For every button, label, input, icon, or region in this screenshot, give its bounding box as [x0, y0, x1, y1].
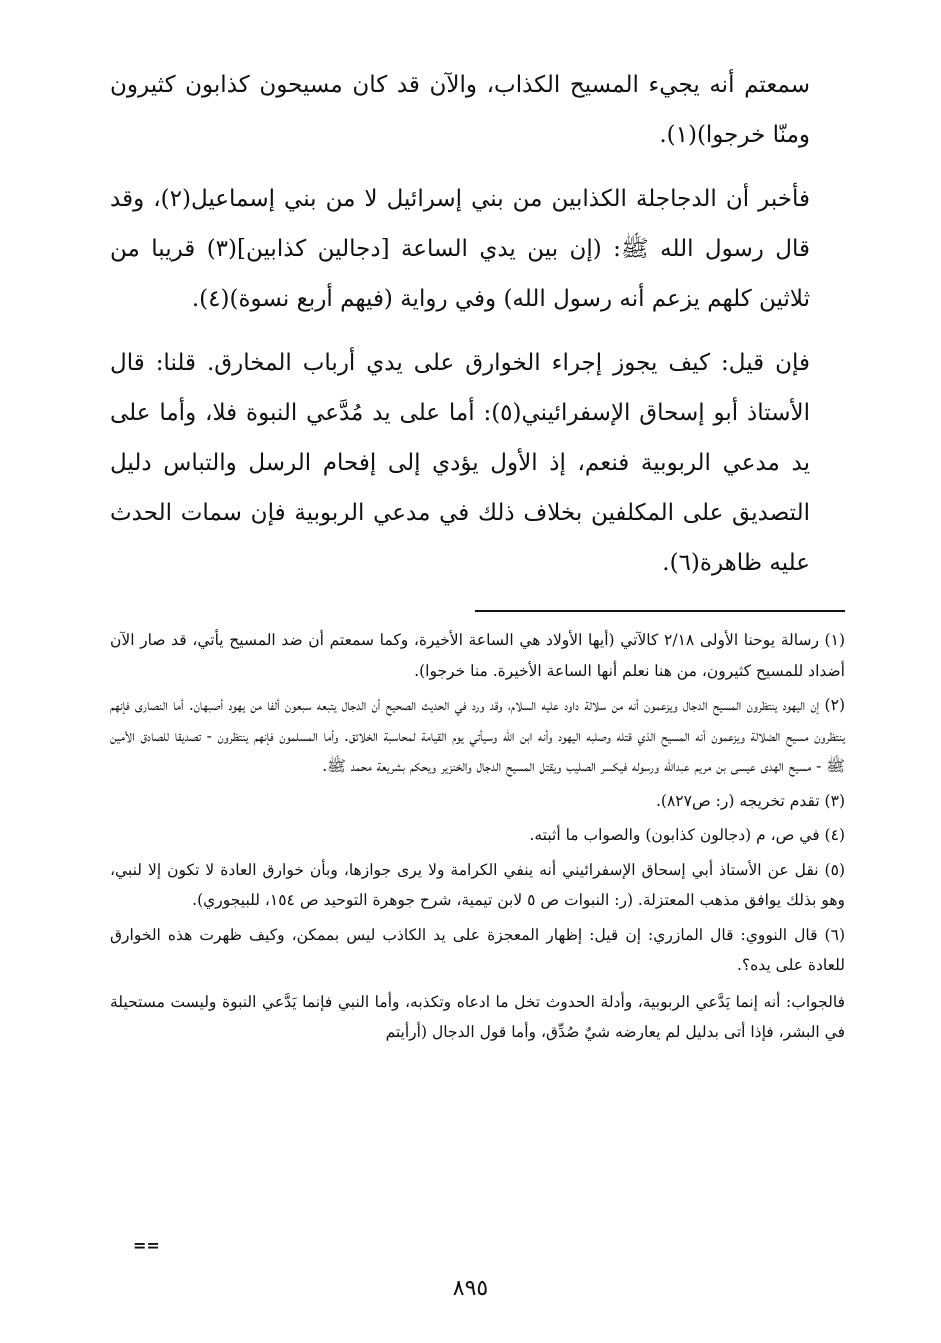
footnote-continuation: فالجواب: أنه إنما يَدَّعي الربوبية، وأدلة الحدوث تخل ما ادعاه وتكذبه، وأما النبي فإنما يَدَّعي النبوة وليست مستحيلة في البشر، فإذا أتى بدليل لم يعارضه شيٌ صُدِّق، وأما قول الدجال (أرأيتم [110, 992, 845, 1041]
footnote-5: (٥) نقل عن الأستاذ أبي إسحاق الإسفرائيني أنه ينفي الكرامة ولا يرى جوازها، وبأن خوارق العادة لا تكون إلا لنبي، وهو بذلك يوافق مذهب المعتزلة. (ر: النبوات ص ٥ لابن تيمية، شرح جوهرة التوحيد ص ١٥٤، للبيجوري). [110, 860, 845, 909]
main-paragraph-2: فأخبر أن الدجاجلة الكذابين من بني إسرائيل لا من بني إسماعيل(٢)، وقد قال رسول الله ﷺ: (إن بين يدي الساعة [دجالين كذابين](٣) قريبا من ثلاثين كلهم يزعم أنه رسول الله) وفي رواية (فيهم أربع نسوة)(٤). [110, 186, 810, 312]
footnote-separator [475, 610, 845, 612]
page-number: ٨٩٥ [452, 1276, 489, 1301]
main-paragraph-3: فإن قيل: كيف يجوز إجراء الخوارق على يدي أرباب المخارق. قلنا: قال الأستاذ أبو إسحاق الإسفرائيني(٥): أما على يد مُدَّعي النبوة فلا، وأما على يد مدعي الربوبية فنعم، إذ الأول يؤدي إلى إفحام الرسل والتباس دليل التصديق على المكلفين بخلاف ذلك في مدعي الربوبية فإن سمات الحدث عليه ظاهرة(٦). [110, 350, 810, 576]
main-text [110, 60, 810, 602]
footnote-3: (٣) تقدم تخريجه (ر: ص٨٢٧). [656, 791, 845, 810]
footnote-4: (٤) في ص، م (دجالون كذابون) والصواب ما أثبته. [529, 826, 845, 844]
continuation-mark: == [133, 1236, 160, 1255]
main-paragraph-1: سمعتم أنه يجيء المسيح الكذاب، والآن قد كان مسيحون كذابون كثيرون ومنّا خرجوا)(١). [110, 72, 810, 148]
footnotes [110, 625, 845, 1048]
footnote-6: (٦) قال النووي: قال المازري: إن قيل: إظهار المعجزة على يد الكاذب ليس بممكن، وكيف ظهرت هذه الخوارق للعادة على يده؟. [110, 925, 845, 974]
footnote-2: (٢) إن اليهود ينتظرون المسيح الدجال ويزعمون أنه من سلالة داود عليه السلام، وقد ورد في الحديث الصحيح أن الدجال يتبعه سبعون ألفا من يهود أصبهان. أما النصارى فإنهم ينتظرون مسيح الضلالة ويزعمون أنه المسيح الذي قتله وصلبه اليهود وأنه ابن الله وسيأتي يوم القيامة لمحاسبة الخلائق. وأما المسلمون فإنهم ينتظرون - تصديقا للصادق الأمين ﷺ - مسيح الهدى عيسى بن مريم عبدالله ورسوله فيكسر الصليب ويقتل المسيح الدجال والخنزير ويحكم بشريعة محمد ﷺ. [110, 696, 845, 775]
footnote-1: (١) رسالة يوحنا الأولى ٢/١٨ كالآتي (أيها الأولاد هي الساعة الأخيرة، وكما سمعتم أن ضد المسيح يأتي، قد صار الآن أضداد للمسيح كثيرون، من هنا نعلم أنها الساعة الأخيرة. منا خرجوا). [110, 631, 845, 680]
